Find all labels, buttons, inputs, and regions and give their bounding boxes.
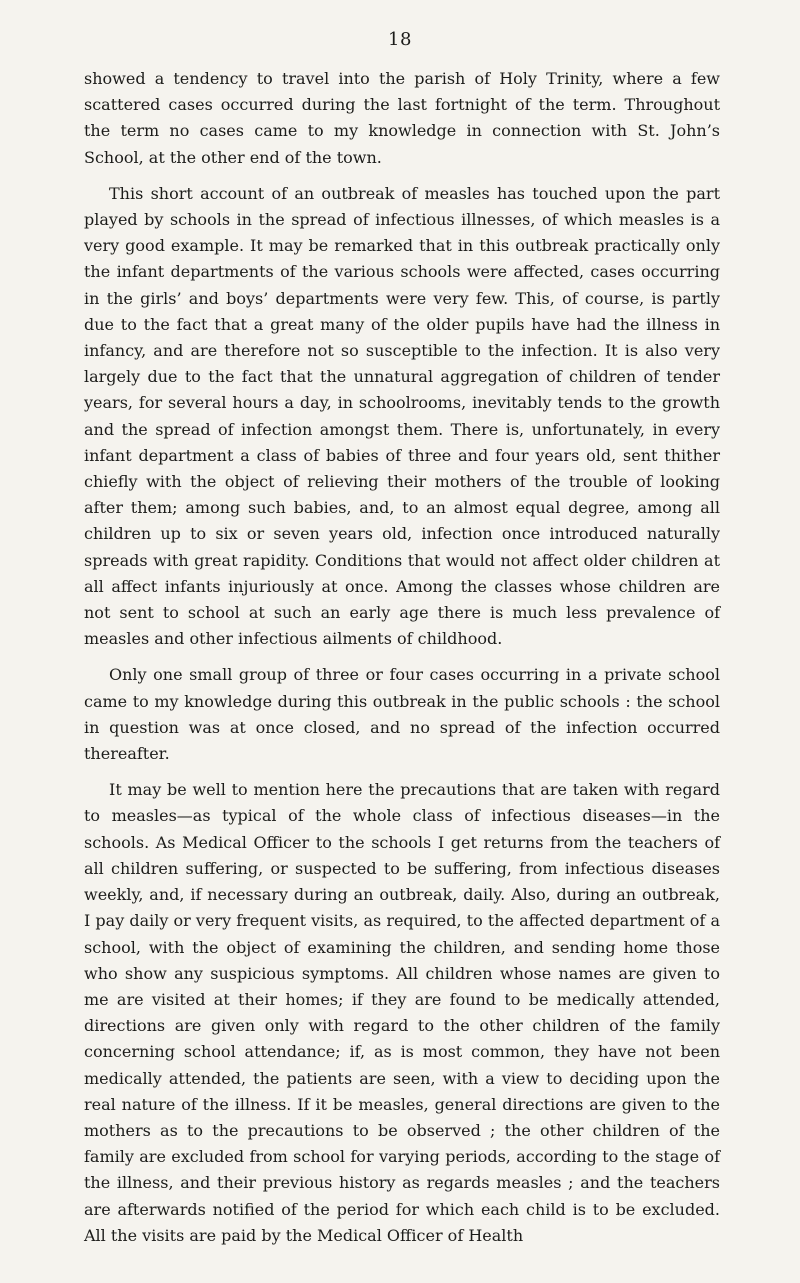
paragraph-continuation: showed a tendency to travel into the parish of Holy Trinity, where a few scattered cases occurred during the last fortnight of the term. Throughout the term no cases came to my knowledge in connection with St. John’s School, at the other end of the town. — [84, 69, 720, 167]
paragraph-schools-spread: This short account of an outbreak of measles has touched upon the part played by schools in the spread of infectious illnesses, of which measles is a very good example. It may be remarked that in this outbreak practically only the infant departments of the various schools were affected, cases occurring in the girls’ and boys’ departments were very few. This, of course, is partly due to the fact that a great many of the older pupils have had the illness in infancy, and are therefore not so susceptible to the infection. It is also very largely due to the fact that the unnatural aggregation of children of tender years, for several hours a day, in schoolrooms, inevitably tends to the growth and the spread of infection amongst them. There is, unfortunately, in every infant department a class of babies of three and four years old, sent thither chiefly with the object of relieving their mothers of the trouble of looking after them; among such babies, and, to an almost equal degree, among all children up to six or seven years old, infection once introduced naturally spreads with great rapidity. Conditions that would not affect older children at all affect infants injuriously at once. Among the classes whose children are not sent to school at such an early age there is much less prevalence of measles and other infectious ailments of childhood. — [84, 183, 720, 649]
page-number: 18 — [388, 29, 412, 50]
paragraph-precautions: It may be well to mention here the precautions that are taken with regard to measles—as typical of the whole class of infectious diseases—in the schools. As Medical Officer to the schools I get returns from the teachers of all children suffering, or suspected to be suffering, from infectious diseases weekly, and, if necessary during an outbreak, daily. Also, during an outbreak, I pay daily or very frequent visits, as required, to the affected department of a school, with the object of examining the children, and sending home those who show any suspicious symptoms. All children whose names are given to me are visited at their homes; if they are found to be medically attended, directions are given only with regard to the other children of the family concerning school attendance; if, as is most common, they have not been medically attended, the patients are seen, with a view to deciding upon the real nature of the illness. If it be measles, general directions are given to the mothers as to the precautions to be observed ; the other children of the family are excluded from school for varying periods, according to the stage of the illness, and their previous history as regards measles ; and the teachers are afterwards notified of the period for which each child is to be excluded. All the visits are paid by the Medical Officer of Health — [84, 780, 720, 1245]
paragraph-private-school: Only one small group of three or four cases occurring in a private school came to my knowledge during this outbreak in the public schools : the school in question was at once closed, and no spread of the infection occurred thereafter. — [84, 665, 720, 764]
body-text — [84, 66, 720, 1249]
